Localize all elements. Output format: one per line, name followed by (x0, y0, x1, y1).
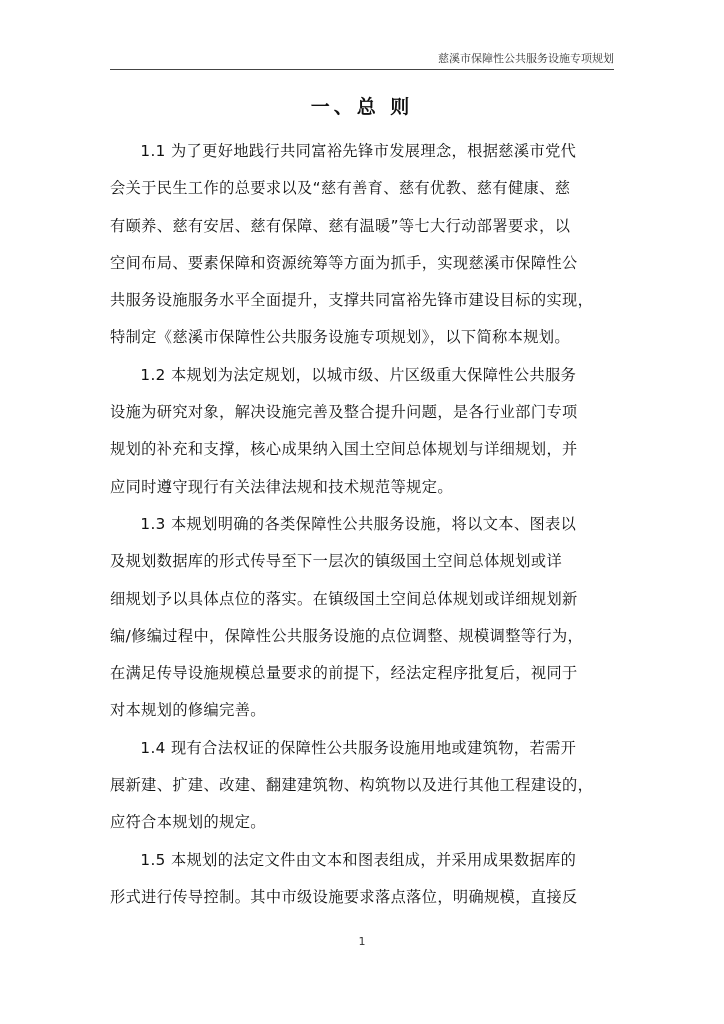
paragraph (110, 842, 614, 917)
text-line: 1.2 本规划为法定规划，以城市级、片区级重大保障性公共服务 (140, 365, 577, 384)
text-line: 1.3 本规划明确的各类保障性公共服务设施，将以文本、图表以 (140, 514, 577, 533)
text-line: 1.5 本规划的法定文件由文本和图表组成，并采用成果数据库的 (140, 850, 577, 869)
running-header: 慈溪市保障性公共服务设施专项规划 (110, 50, 614, 70)
text-line: 应符合本规划的规定。 (110, 813, 266, 832)
text-line: 空间布局、要素保障和资源统筹等方面为抓手，实现慈溪市保障性公 (110, 253, 578, 272)
section-title: 一、总 则 (310, 96, 414, 118)
text-line: 共服务设施服务水平全面提升，支撑共同富裕先锋市建设目标的实现， (110, 291, 594, 310)
text-line: 形式进行传导控制。其中市级设施要求落点落位，明确规模，直接反 (110, 887, 578, 906)
text-line: 细规划予以具体点位的落实。在镇级国土空间总体规划或详细规划新 (110, 589, 578, 608)
text-line: 规划的补充和支撑，核心成果纳入国土空间总体规划与详细规划，并 (110, 440, 578, 459)
text-line: 对本规划的修编完善。 (110, 701, 266, 720)
body-text (110, 133, 614, 916)
paragraph (110, 506, 614, 730)
page-number: 1 (358, 935, 366, 948)
text-line: 及规划数据库的形式传导至下一层次的镇级国土空间总体规划或详 (110, 552, 563, 571)
paragraph (110, 133, 614, 357)
text-line: 编/修编过程中，保障性公共服务设施的点位调整、规模调整等行为， (110, 626, 584, 645)
text-line: 特制定《慈溪市保障性公共服务设施专项规划》，以下简称本规划。 (110, 328, 571, 347)
text-line: 设施为研究对象，解决设施完善及整合提升问题，是各行业部门专项 (110, 403, 578, 422)
text-line: 在满足传导设施规模总量要求的前提下，经法定程序批复后，视同于 (110, 664, 578, 683)
text-line: 有颐养、慈有安居、慈有保障、慈有温暖”等七大行动部署要求，以 (110, 216, 571, 235)
text-line: 1.1 为了更好地践行共同富裕先锋市发展理念，根据慈溪市党代 (140, 142, 577, 160)
text-line: 应同时遵守现行有关法律法规和技术规范等规定。 (110, 477, 453, 496)
paragraph (110, 730, 614, 842)
text-line: 1.4 现有合法权证的保障性公共服务设施用地或建筑物，若需开 (140, 738, 577, 757)
paragraph (110, 357, 614, 506)
text-line: 会关于民生工作的总要求以及“慈有善育、慈有优教、慈有健康、慈 (110, 179, 571, 198)
text-line: 展新建、扩建、改建、翻建建筑物、构筑物以及进行其他工程建设的， (110, 776, 594, 795)
